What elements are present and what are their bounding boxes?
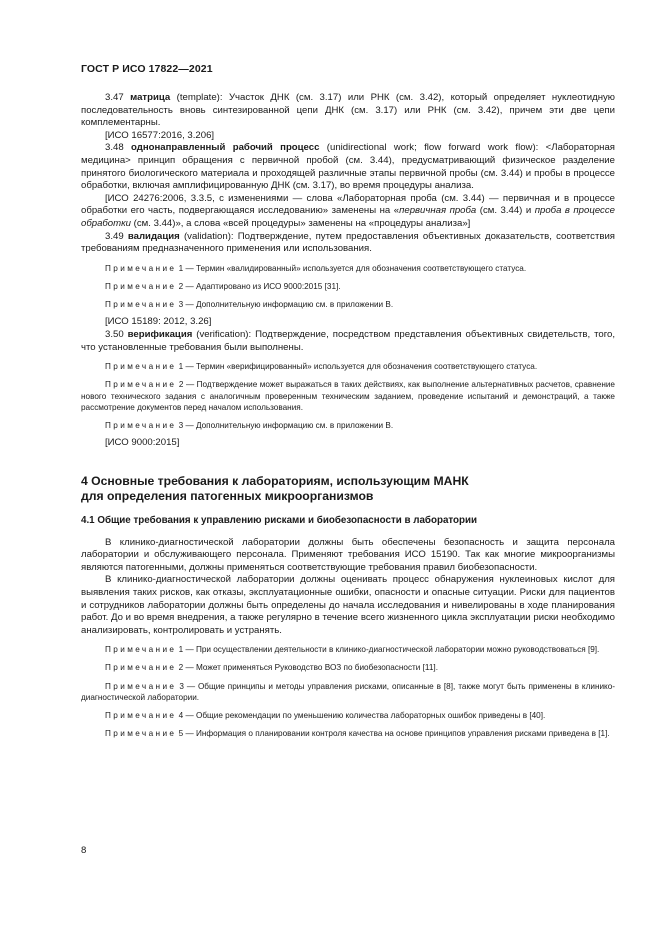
- source-ref-3-50: [ИСО 9000:2015]: [105, 437, 180, 449]
- section-4-1-paragraph-1: В клинико-диагностической лаборатории должны быть обеспечены безопасность и защита персонала лаборатории и обслуживающего персонала. Применяют требования ИСО 15190. Так как многие микроорганизмы являются патогенными, должны применяться соответствующие требования правил биобезопасности.: [81, 536, 615, 573]
- note-4-1-3: Примечание 3 — Общие принципы и методы управления рисками, описанные в [8], также могут быть применены в клинико-диагностической лаборатории.: [81, 681, 615, 702]
- note-3-50-3: Примечание 3 — Дополнительную информацию см. в приложении В.: [105, 420, 394, 430]
- page-number: 8: [81, 845, 87, 856]
- note-3-49-1: Примечание 1 — Термин «валидированный» используется для обозначения соответствующего статуса.: [105, 263, 527, 273]
- section-4-1-heading: 4.1 Общие требования к управлению рисками и биобезопасности в лаборатории: [81, 514, 478, 526]
- definition-3-50: 3.50 верификация (verification): Подтверждение, посредством представления объективных свидетельств, того, что установленные требования были выполнены.: [81, 328, 615, 353]
- page-content: [81, 92, 615, 740]
- term-verification: верификация: [127, 328, 193, 340]
- section-4-heading: 4 Основные требования к лабораториям, использующим МАНК для определения патогенных микроорганизмов: [81, 473, 469, 504]
- definition-3-47: 3.47 матрица (template): Участок ДНК (см. 3.17) или РНК (см. 3.42), который определяет нуклеотидную последовательность вновь синтезированной цепи ДНК (см. 3.17) или РНК (см. 3.42), причем эти две цепи комплементарны.: [81, 92, 615, 129]
- term-validation: валидация: [127, 230, 180, 242]
- definition-3-49: 3.49 валидация (validation): Подтверждение, путем предоставления объективных доказательств, соответствия требованиям предназначенного применения или использования.: [81, 230, 615, 255]
- source-ref-3-48: [ИСО 24276:2006, 3.3.5, с изменениями — слова «Лабораторная проба (см. 3.44) — первичная и в процессе обработки его часть, подвергающаяся исследованию» заменены на «первичная проба (см. 3.44) и проба в процессе обработки (см. 3.44)», а слова «всей процедуры» заменены на «процедуры анализа»]: [81, 192, 615, 229]
- definition-3-48: 3.48 однонаправленный рабочий процесс (unidirectional work; flow forward work flow): <Лабораторная медицина> принцип обращения с первичной пробой (см. 3.44), предусматривающий физическое разделение принятого биологического материала и проходящей различные этапы первичной пробы (см. 3.44) и пробы в процессе обработки, включая амплифицированную ДНК (см. 3.17), во время процедуры анализа.: [81, 142, 615, 192]
- note-3-49-3: Примечание 3 — Дополнительную информацию см. в приложении В.: [105, 300, 394, 310]
- note-4-1-5: Примечание 5 — Информация о планировании контроля качества на основе принципов управления рисками приведена в [1].: [105, 729, 610, 739]
- term-unidirectional-work: однонаправленный рабочий процесс: [131, 142, 320, 154]
- note-3-49-2: Примечание 2 — Адаптировано из ИСО 9000:2015 [31].: [105, 281, 341, 291]
- source-ref-3-49: [ИСО 15189: 2012, 3.26]: [105, 316, 212, 328]
- note-3-50-2: Примечание 2 — Подтверждение может выражаться в таких действиях, как выполнение альтернативных расчетов, сравнение нового технического задания с аналогичным проверенным техническим заданием, проведение испытаний и демонстраций, а также рассмотрение документов перед началом использования.: [81, 380, 615, 412]
- term-template: матрица: [130, 92, 171, 103]
- note-4-1-4: Примечание 4 — Общие рекомендации по уменьшению количества лабораторных ошибок приведены в [40].: [105, 711, 546, 721]
- source-ref-3-47: [ИСО 16577:2016, 3.206]: [105, 129, 215, 141]
- note-4-1-1: Примечание 1 — При осуществлении деятельности в клинико-диагностической лаборатории можно руководствоваться [9].: [105, 645, 600, 655]
- note-4-1-2: Примечание 2 — Может применяться Руководство ВОЗ по биобезопасности [11].: [105, 663, 438, 673]
- document-header: ГОСТ Р ИСО 17822—2021: [81, 63, 213, 75]
- note-3-50-1: Примечание 1 — Термин «верифицированный» используется для обозначения соответствующего статуса.: [105, 362, 538, 372]
- section-4-1-paragraph-2: В клинико-диагностической лаборатории должны оценивать процесс обнаружения нуклеиновых кислот для выявления таких рисков, как отказы, эксплуатационные ошибки, опасности и опасные ситуации. Риски для пациентов и сотрудников лаборатории должны быть определены до начала исследования и нивелированы в ходе планирования работ. До и во время внедрения, а также регулярно в течение всего жизненного цикла эксплуатации риски необходимо анализировать, контролировать и устранять.: [81, 574, 615, 636]
